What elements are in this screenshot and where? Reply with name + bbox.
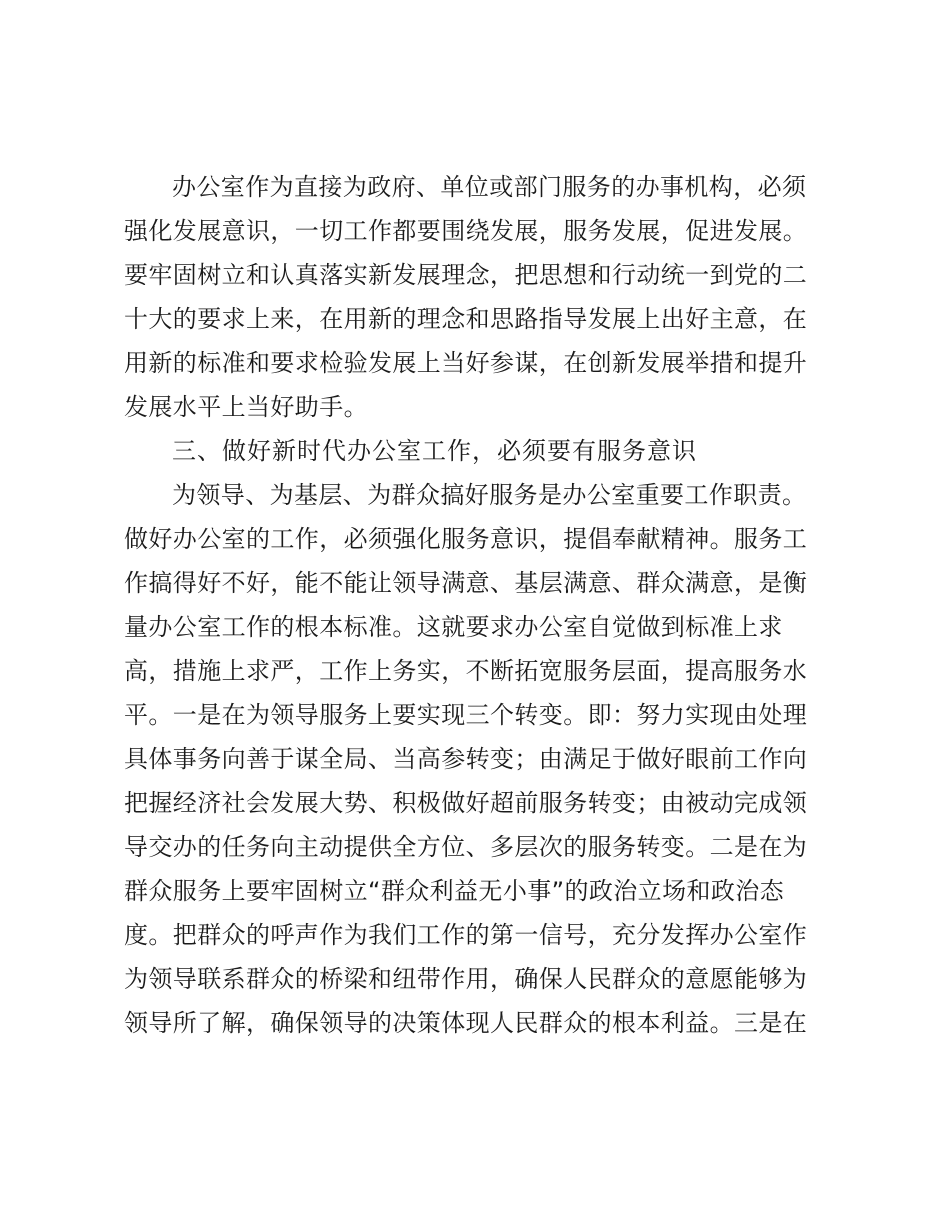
paragraph-line: 为领导联系群众的桥梁和纽带作用，确保人民群众的意愿能够为: [124, 965, 808, 993]
paragraph-line: 做好办公室的工作，必须强化服务意识，提倡奉献精神。服务工: [124, 525, 808, 553]
paragraph-line: 导交办的任务向主动提供全方位、多层次的服务转变。二是在为: [124, 833, 808, 861]
paragraph-line: 量办公室工作的根本标准。这就要求办公室自觉做到标准上求: [124, 613, 783, 641]
paragraph-line: 为领导、为基层、为群众搞好服务是办公室重要工作职责。: [172, 481, 807, 509]
paragraph-line: 十大的要求上来，在用新的理念和思路指导发展上出好主意，在: [124, 305, 808, 333]
paragraph-line: 办公室作为直接为政府、单位或部门服务的办事机构，必须: [172, 173, 807, 201]
paragraph-line: 把握经济社会发展大势、积极做好超前服务转变；由被动完成领: [124, 789, 808, 817]
paragraph-line: 平。一是在为领导服务上要实现三个转变。即：努力实现由处理: [124, 701, 808, 729]
paragraph-line: 用新的标准和要求检验发展上当好参谋，在创新发展举措和提升: [124, 349, 808, 377]
paragraph-line: 发展水平上当好助手。: [124, 393, 368, 421]
paragraph-line: 具体事务向善于谋全局、当高参转变；由满足于做好眼前工作向: [124, 745, 808, 773]
paragraph-line: 度。把群众的呼声作为我们工作的第一信号，充分发挥办公室作: [124, 921, 808, 949]
section-heading: 三、做好新时代办公室工作，必须要有服务意识: [172, 437, 697, 465]
paragraph-line: 要牢固树立和认真落实新发展理念，把思想和行动统一到党的二: [124, 261, 808, 289]
paragraph-line: 群众服务上要牢固树立“群众利益无小事”的政治立场和政治态: [124, 877, 785, 905]
paragraph-line: 领导所了解，确保领导的决策体现人民群众的根本利益。三是在: [124, 1009, 808, 1037]
paragraph-line: 高，措施上求严，工作上务实，不断拓宽服务层面，提高服务水: [124, 657, 808, 685]
paragraph-line: 作搞得好不好，能不能让领导满意、基层满意、群众满意，是衡: [124, 569, 808, 597]
paragraph-line: 强化发展意识，一切工作都要围绕发展，服务发展，促进发展。: [124, 217, 808, 245]
